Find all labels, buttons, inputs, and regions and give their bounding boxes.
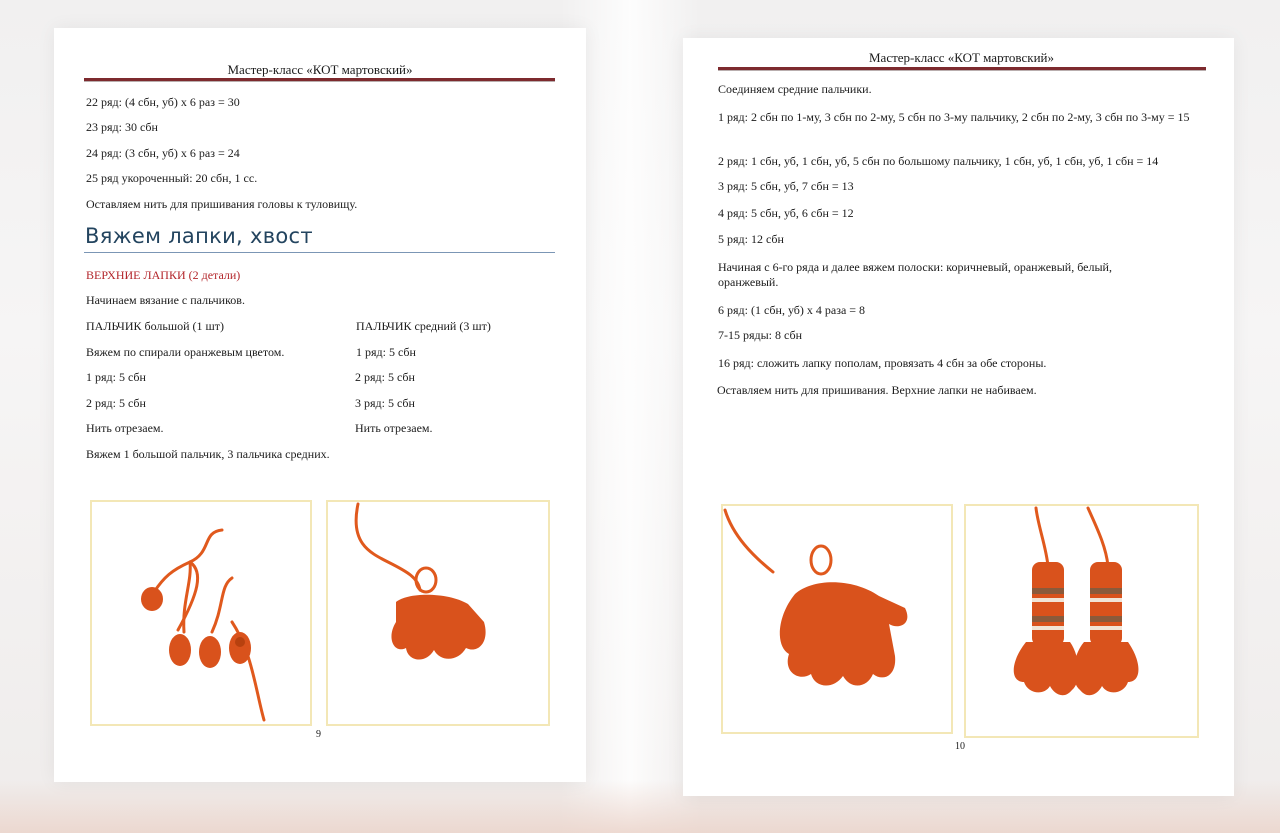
col-right-line: 3 ряд: 5 сбн (355, 396, 415, 410)
photo-joined-fingers (326, 500, 550, 726)
intro-text: Начинаем вязание с пальчиков. (86, 293, 245, 307)
row-line: 24 ряд: (3 сбн, уб) х 6 раз = 24 (86, 146, 240, 160)
header-rule (84, 78, 555, 82)
col-left-line: ПАЛЬЧИК большой (1 шт) (86, 319, 225, 333)
photo-finished-paws (964, 504, 1199, 738)
row-line: 22 ряд: (4 сбн, уб) х 6 раз = 30 (86, 95, 240, 109)
row-line: 23 ряд: 30 сбн (86, 120, 158, 134)
row-line: Соединяем средние пальчики. (718, 82, 872, 96)
crochet-paw-base-image (723, 506, 951, 732)
row-line: Начиная с 6-го ряда и далее вяжем полоски: коричневый, оранжевый, белый, оранжевый. (718, 260, 1112, 289)
row-line: Оставляем нить для пришивания. Верхние лапки не набиваем. (717, 383, 1037, 397)
col-right-line: 2 ряд: 5 сбн (355, 370, 415, 384)
row-line: 2 ряд: 1 сбн, уб, 1 сбн, уб, 5 сбн по большому пальчику, 1 сбн, уб, 1 сбн, уб, 1 сбн = 14 (718, 154, 1159, 168)
document-page-10 (683, 38, 1234, 796)
document-page-9 (54, 28, 586, 782)
col-right-line: 1 ряд: 5 сбн (356, 345, 416, 359)
section-title: Вяжем лапки, хвост (85, 224, 313, 248)
crochet-striped-paws-image (966, 506, 1197, 736)
col-right-line: ПАЛЬЧИК средний (3 шт) (356, 319, 491, 333)
page-header: Мастер-класс «КОТ мартовский» (869, 50, 1054, 65)
row-line: 6 ряд: (1 сбн, уб) х 4 раза = 8 (718, 303, 866, 317)
row-line: 16 ряд: сложить лапку пополам, провязать 4 сбн за обе стороны. (718, 356, 1047, 370)
crochet-paw-top-image (328, 502, 548, 724)
row-line: Оставляем нить для пришивания головы к туловищу. (86, 197, 358, 211)
page-header: Мастер-класс «КОТ мартовский» (227, 62, 413, 77)
section-title-rule (84, 252, 555, 253)
header-rule (718, 67, 1206, 71)
row-line: 7-15 ряды: 8 сбн (718, 328, 803, 342)
row-line: 1 ряд: 2 сбн по 1-му, 3 сбн по 2-му, 5 сбн по 3-му пальчику, 2 сбн по 2-му, 3 сбн по 3-му = 15 (718, 110, 1190, 124)
row-line: 25 ряд укороченный: 20 сбн, 1 сс. (86, 171, 258, 185)
col-left-line: 1 ряд: 5 сбн (86, 370, 146, 384)
row-line: 3 ряд: 5 сбн, уб, 7 сбн = 13 (718, 179, 854, 193)
summary-text: Вяжем 1 большой пальчик, 3 пальчика средних. (86, 447, 330, 461)
col-left-line: 2 ряд: 5 сбн (86, 396, 146, 410)
crochet-fingers-image (92, 502, 310, 724)
row-line: 4 ряд: 5 сбн, уб, 6 сбн = 12 (718, 206, 854, 220)
photo-fingers (90, 500, 312, 726)
col-left-line: Нить отрезаем. (86, 421, 164, 435)
col-right-line: Нить отрезаем. (355, 421, 433, 435)
page-number: 10 (955, 741, 965, 752)
photo-paw-base (721, 504, 953, 734)
row-line: 5 ряд: 12 сбн (718, 232, 784, 246)
subsection-title: ВЕРХНИЕ ЛАПКИ (2 детали) (86, 268, 241, 282)
page-number: 9 (316, 729, 321, 740)
col-left-line: Вяжем по спирали оранжевым цветом. (86, 345, 285, 359)
